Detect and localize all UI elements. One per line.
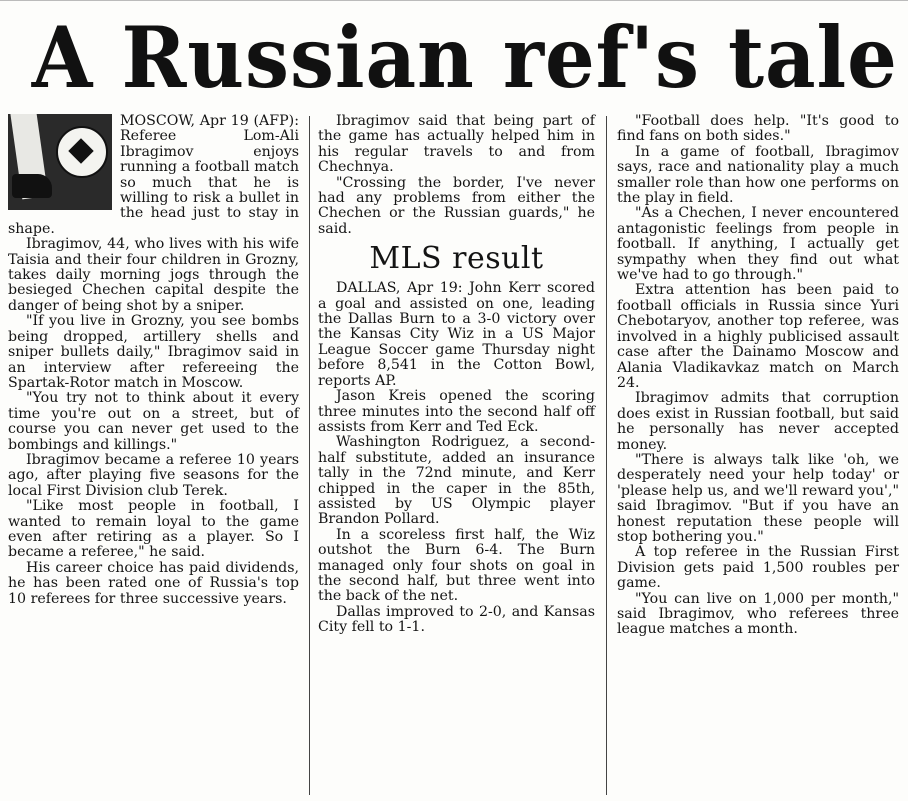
article-paragraph: "Crossing the border, I've never had any problems from either the Chechen or the Russian guards," he said. [318,174,595,237]
article-paragraph: In a game of football, Ibragimov says, race and nationality play a much smaller role than how one performs on the play in field. [617,143,899,207]
article-paragraph: His career choice has paid dividends, he has been rated one of Russia's top 10 referees for three successive years. [8,559,299,607]
mls-paragraph: In a scoreless first half, the Wiz outshot the Burn 6-4. The Burn managed only four shots on goal in the second half, but three went into the back of the net. [318,526,595,605]
article-paragraph: "Like most people in football, I wanted to remain loyal to the game even after retiring as a player. So I became a referee," he said. [8,498,299,561]
article-paragraph: Extra attention has been paid to football officials in Russia since Yuri Chebotaryov, another top referee, was involved in a highly publicised assault case after the Dainamo Moscow and Alania Vladikavkaz match on March 24. [617,282,899,391]
article-paragraph: Ibragimov said that being part of the game has actually helped him in his regular travels to and from Chechnya. [318,113,595,176]
article-paragraph: A top referee in the Russian First Division gets paid 1,500 roubles per game. [617,544,899,592]
mls-paragraph: Jason Kreis opened the scoring three minutes into the second half off assists from Kerr and Ted Eck. [318,388,595,435]
article-paragraph: "You can live on 1,000 per month," said Ibragimov, who referees three league matches a month. [617,590,899,638]
page-top-edge [0,0,908,7]
article-paragraph: "Football does help. "It's good to find fans on both sides." [617,113,899,145]
column-rule [309,116,310,795]
referee-boot-and-football-icon [8,114,112,210]
article-paragraph: MOSCOW, Apr 19 (AFP): Referee Lom-Ali Ibragimov enjoys running a football match so much that he is willing to risk a bullet in the head just to stay in shape. [8,113,299,237]
mls-paragraph: Washington Rodriguez, a second-half substitute, added an insurance tally in the 72nd minute, and Kerr chipped in the caper in the 85th, assisted by US Olympic player Brandon Pollard. [318,434,595,528]
mls-paragraph: Dallas improved to 2-0, and Kansas City fell to 1-1. [318,603,595,636]
mls-subhead: MLS result [369,241,544,277]
article-paragraph: "There is always talk like 'oh, we desperately need your help today' or 'please help us, and we'll reward you'," said Ibragimov. "But if you have an honest reputation these people will stop bothering you." [617,451,899,545]
article-paragraph: Ibragimov, 44, who lives with his wife Taisia and their four children in Grozny, takes daily morning jogs through the besieged Chechen capital despite the danger of being shot by a sniper. [8,236,299,314]
article-paragraph: "As a Chechen, I never encountered antagonistic feelings from people in football. If anything, I actually get sympathy when they find out what we've had to go through." [617,205,899,284]
column-rule [606,116,607,795]
mls-paragraph: DALLAS, Apr 19: John Kerr scored a goal and assisted on one, leading the Dallas Burn to a 3-0 victory over the Kansas City Wiz in a US Major League Soccer game Thursday night before 8,541 in the Cotton Bowl, reports AP. [318,280,595,389]
article-column-2 [318,114,595,797]
article-paragraph: "If you live in Grozny, you see bombs being dropped, artillery shells and sniper bullets daily," Ibragimov said in an interview after refereeing the Spartak-Rotor match in Moscow. [8,313,299,391]
article-column-1 [8,114,299,797]
article-column-3 [617,114,899,797]
article-paragraph: Ibragimov became a referee 10 years ago, after playing five seasons for the local First Division club Terek. [8,451,299,499]
article-paragraph: Ibragimov admits that corruption does exist in Russian football, but said he personally has never accepted money. [617,390,899,453]
article-paragraph: "You try not to think about it every time you're out on a street, but of course you can never get used to the bombings and killings." [8,390,299,453]
headline: A Russian ref's tale [31,8,898,107]
